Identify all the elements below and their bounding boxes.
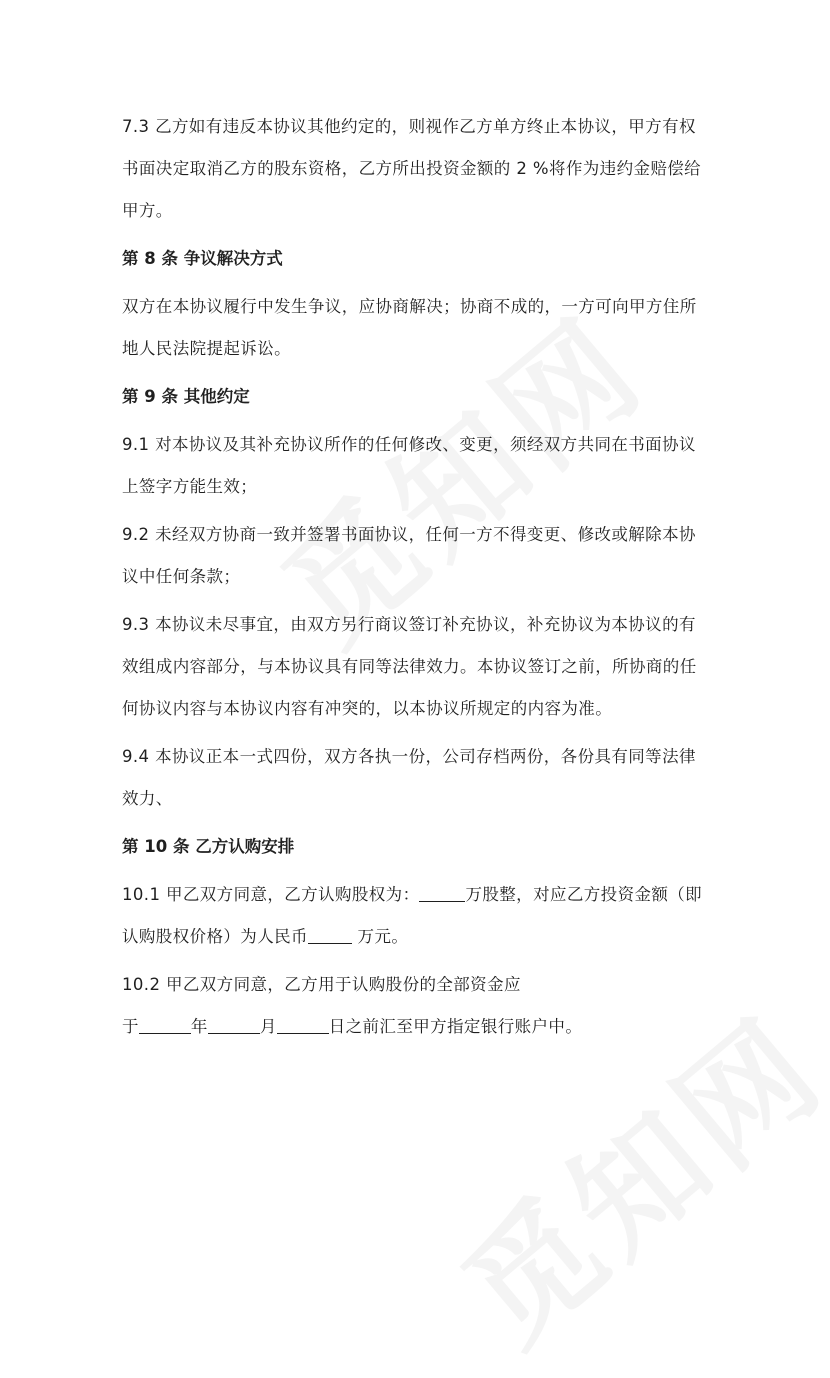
article-8-heading: 第 8 条 争议解决方式 xyxy=(122,249,283,268)
clause-10-1 xyxy=(122,874,712,958)
year-label: 年 xyxy=(190,1017,208,1036)
clause-9-4: 9.4 本协议正本一式四份，双方各执一份，公司存档两份，各份具有同等法律效力、 xyxy=(122,747,696,808)
clause-9-2: 9.2 未经双方协商一致并签署书面协议，任何一方不得变更、修改或解除本协议中任何条款； xyxy=(122,525,696,586)
clause-7-3: 7.3 乙方如有违反本协议其他约定的，则视作乙方单方终止本协议，甲方有权书面决定取消乙方的股东资格，乙方所出投资金额的 2 %将作为违约金赔偿给甲方。 xyxy=(122,117,702,220)
month-blank xyxy=(208,1015,260,1034)
article-10-heading: 第 10 条 乙方认购安排 xyxy=(122,837,295,856)
clause-10-1-part1: 10.1 甲乙双方同意，乙方认购股权为： xyxy=(122,885,420,904)
day-blank xyxy=(277,1015,329,1034)
article-8-text: 双方在本协议履行中发生争议，应协商解决；协商不成的，一方可向甲方住所地人民法院提起诉讼。 xyxy=(122,297,697,358)
clause-10-2-line1: 10.2 甲乙双方同意，乙方用于认购股份的全部资金应 xyxy=(122,975,521,994)
clause-9-1: 9.1 对本协议及其补充协议所作的任何修改、变更，须经双方共同在书面协议上签字方能生效； xyxy=(122,435,696,496)
year-blank xyxy=(139,1015,191,1034)
article-9-heading: 第 9 条 其他约定 xyxy=(122,387,250,406)
shares-blank xyxy=(419,883,465,902)
document-body xyxy=(122,106,712,1054)
date-suffix: 日之前汇至甲方指定银行账户中。 xyxy=(328,1017,583,1036)
month-label: 月 xyxy=(259,1017,277,1036)
clause-9-3: 9.3 本协议未尽事宜，由双方另行商议签订补充协议，补充协议为本协议的有效组成内容部分，与本协议具有同等法律效力。本协议签订之前，所协商的任何协议内容与本协议内容有冲突的，以本协议所规定的内容为准。 xyxy=(122,615,697,718)
date-prefix: 于 xyxy=(122,1017,139,1036)
clause-10-2-line2 xyxy=(122,1006,712,1048)
clause-10-1-part3: 万元。 xyxy=(351,927,409,946)
clause-10-1-part2: 万股整，对应乙方投资金额（即认购股权价格）为人民币 xyxy=(122,885,703,946)
amount-blank xyxy=(308,925,352,944)
